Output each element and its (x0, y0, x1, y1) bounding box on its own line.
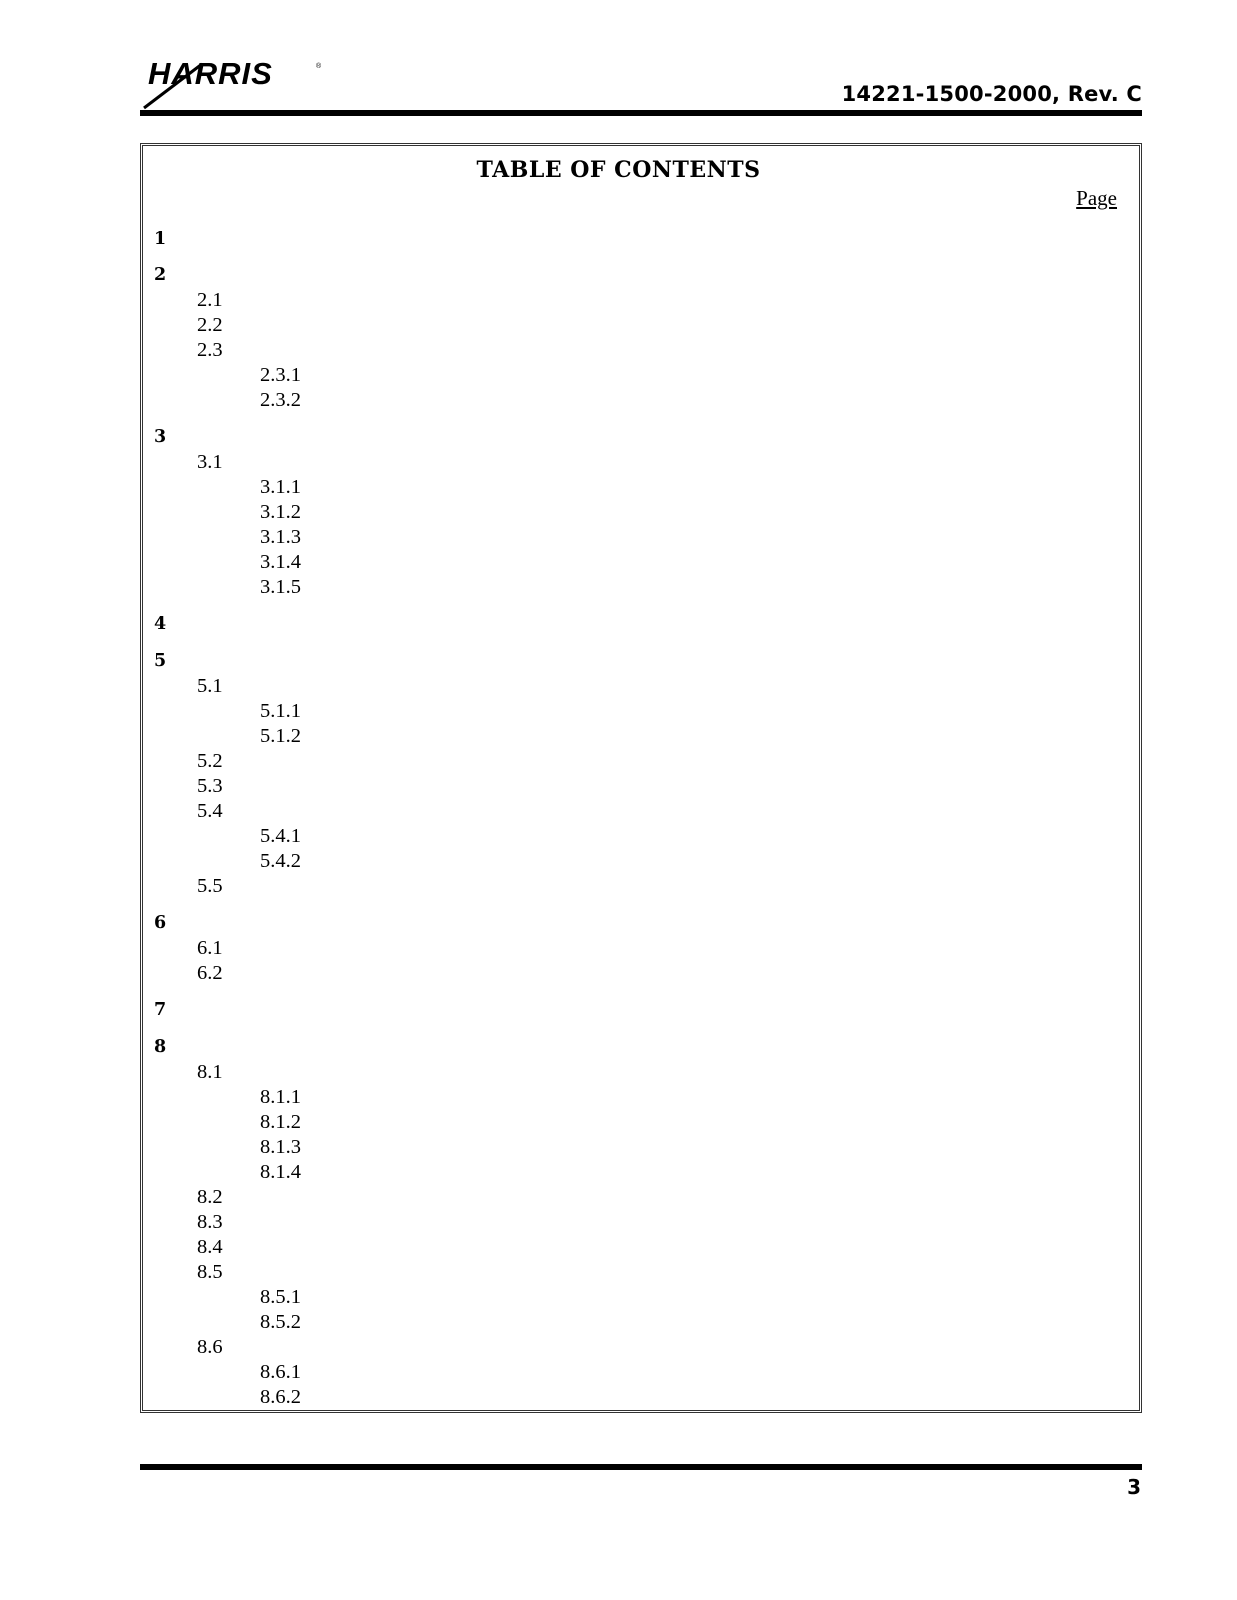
toc-entry-number: 8.2 (197, 1186, 223, 1208)
toc-entry-number: 8.6 (197, 1336, 223, 1358)
toc-entry-number: 5.1.2 (260, 725, 301, 747)
toc-entry-number: 8.3 (197, 1211, 223, 1233)
toc-entry-number: 8.1.2 (260, 1111, 301, 1133)
toc-entry-number: 2.3 (197, 339, 223, 361)
toc-entry-number: 8.1.4 (260, 1161, 301, 1183)
toc-entry-number: 2.3.1 (260, 364, 301, 386)
toc-entry-number: 3.1.2 (260, 501, 301, 523)
page-column-label: Page (1076, 186, 1117, 210)
toc-title: TABLE OF CONTENTS (476, 157, 761, 183)
toc-entry-number: 8.1.1 (260, 1086, 301, 1108)
toc-entry-number: 8.4 (197, 1236, 223, 1258)
toc-entry-number: 3.1.3 (260, 526, 301, 548)
toc-entry-number: 2 (154, 265, 167, 285)
page-number: 3 (1127, 1475, 1141, 1499)
toc-entry-number: 5.4 (197, 800, 223, 822)
toc-entry-number: 5.4.1 (260, 825, 301, 847)
toc-entry-number: 8.1.3 (260, 1136, 301, 1158)
toc-entry-number: 5.4.2 (260, 850, 301, 872)
toc-entry-number: 5.1.1 (260, 700, 301, 722)
header-rule (140, 110, 1142, 116)
toc-frame (140, 143, 1142, 1413)
toc-entry-number: 5.2 (197, 750, 223, 772)
toc-entry-number: 2.2 (197, 314, 223, 336)
toc-entry-number: 3.1.5 (260, 576, 301, 598)
toc-entry-number: 6.1 (197, 937, 223, 959)
logo-text: HARRIS (148, 56, 273, 91)
toc-entry-number: 5.3 (197, 775, 223, 797)
toc-entry-number: 3.1 (197, 451, 223, 473)
toc-entry-number: 8.6.1 (260, 1361, 301, 1383)
toc-entry-number: 8.5.1 (260, 1286, 301, 1308)
toc-entry-number: 5 (154, 651, 167, 671)
toc-entry-number: 2.1 (197, 289, 223, 311)
toc-entry-number: 8.6.2 (260, 1386, 301, 1408)
toc-entry-number: 3.1.4 (260, 551, 301, 573)
toc-entry-number: 3 (154, 427, 167, 447)
toc-entry-number: 4 (154, 614, 167, 634)
toc-entry-number: 8.5 (197, 1261, 223, 1283)
toc-entry-number: 5.5 (197, 875, 223, 897)
toc-entry-number: 8 (154, 1037, 167, 1057)
footer-rule (140, 1464, 1142, 1470)
toc-entry-number: 8.1 (197, 1061, 223, 1083)
toc-entry-number: 8.5.2 (260, 1311, 301, 1333)
toc-entry-number: 1 (154, 229, 167, 249)
toc-entry-number: 2.3.2 (260, 389, 301, 411)
toc-entry-number: 5.1 (197, 675, 223, 697)
toc-entry-number: 3.1.1 (260, 476, 301, 498)
toc-entry-number: 7 (154, 1000, 167, 1020)
harris-logo (142, 50, 332, 110)
document-number: 14221-1500-2000, Rev. C (841, 82, 1142, 106)
toc-entry-number: 6 (154, 913, 167, 933)
svg-text:®: ® (316, 63, 322, 70)
toc-entry-number: 6.2 (197, 962, 223, 984)
